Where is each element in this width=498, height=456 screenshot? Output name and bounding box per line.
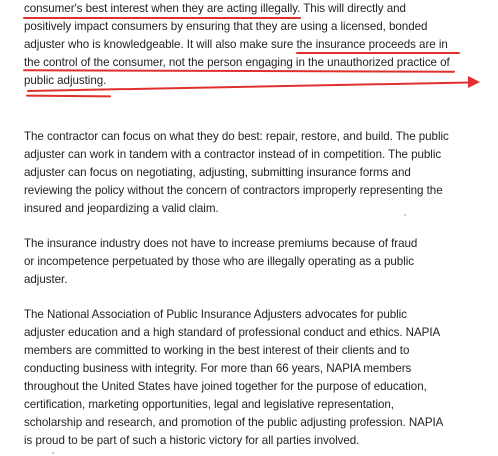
arrowhead-icon (468, 76, 480, 88)
text-line: adjuster who is knowledgeable. It will also make sure the insurance proceeds are in (24, 38, 448, 51)
text-line: The National Association of Public Insurance Adjusters advocates for public (24, 308, 407, 321)
text-line: The contractor can focus on what they do best: repair, restore, and build. The public (24, 130, 449, 143)
text-line: or incompetence perpetuated by those who are illegally operating as a public (24, 255, 414, 268)
text-line: consumer's best interest when they are acting illegally. This will directly and (24, 2, 406, 15)
text-line: scholarship and research, and promotion of the public adjusting profession. NAPIA (24, 416, 444, 429)
text-line: the control of the consumer, not the person engaging in the unauthorized practice of (24, 56, 450, 69)
text-line: throughout the United States have joined together for the purpose of education, (24, 380, 427, 393)
text-line: is proud to be part of such a historic victory for all parties involved. (24, 434, 360, 447)
scan-speck (404, 214, 406, 216)
text-line: conducting business with integrity. For more than 66 years, NAPIA members (24, 362, 412, 375)
text-line: certification, marketing opportunities, legal and legislative representation, (24, 398, 394, 411)
text-line: positively impact consumers by ensuring that they are using a licensed, bonded (24, 20, 428, 33)
text-line: insured and jeopardizing a valid claim. (24, 202, 219, 215)
text-line: adjuster can focus on negotiating, adjusting, submitting insurance forms and (24, 166, 411, 179)
text-line: public adjusting. (24, 74, 107, 87)
text-line: adjuster education and a high standard of professional conduct and ethics. NAPIA (24, 326, 441, 339)
underline-annotation-1 (23, 17, 301, 19)
text-line: reviewing the policy without the concern of contractors improperly representing the (24, 184, 443, 197)
text-line: adjuster can work in tandem with a contractor instead of in competition. The public (24, 148, 442, 161)
text-line: adjuster. (24, 273, 68, 286)
scan-speck (52, 452, 54, 454)
text-line: The insurance industry does not have to increase premiums because of fraud (24, 237, 418, 250)
underline-annotation-2 (296, 52, 460, 54)
text-line: members are committed to working in the best interest of their clients and to (24, 344, 410, 357)
underline-annotation-4 (26, 95, 111, 98)
underline-annotation-3 (23, 69, 455, 73)
